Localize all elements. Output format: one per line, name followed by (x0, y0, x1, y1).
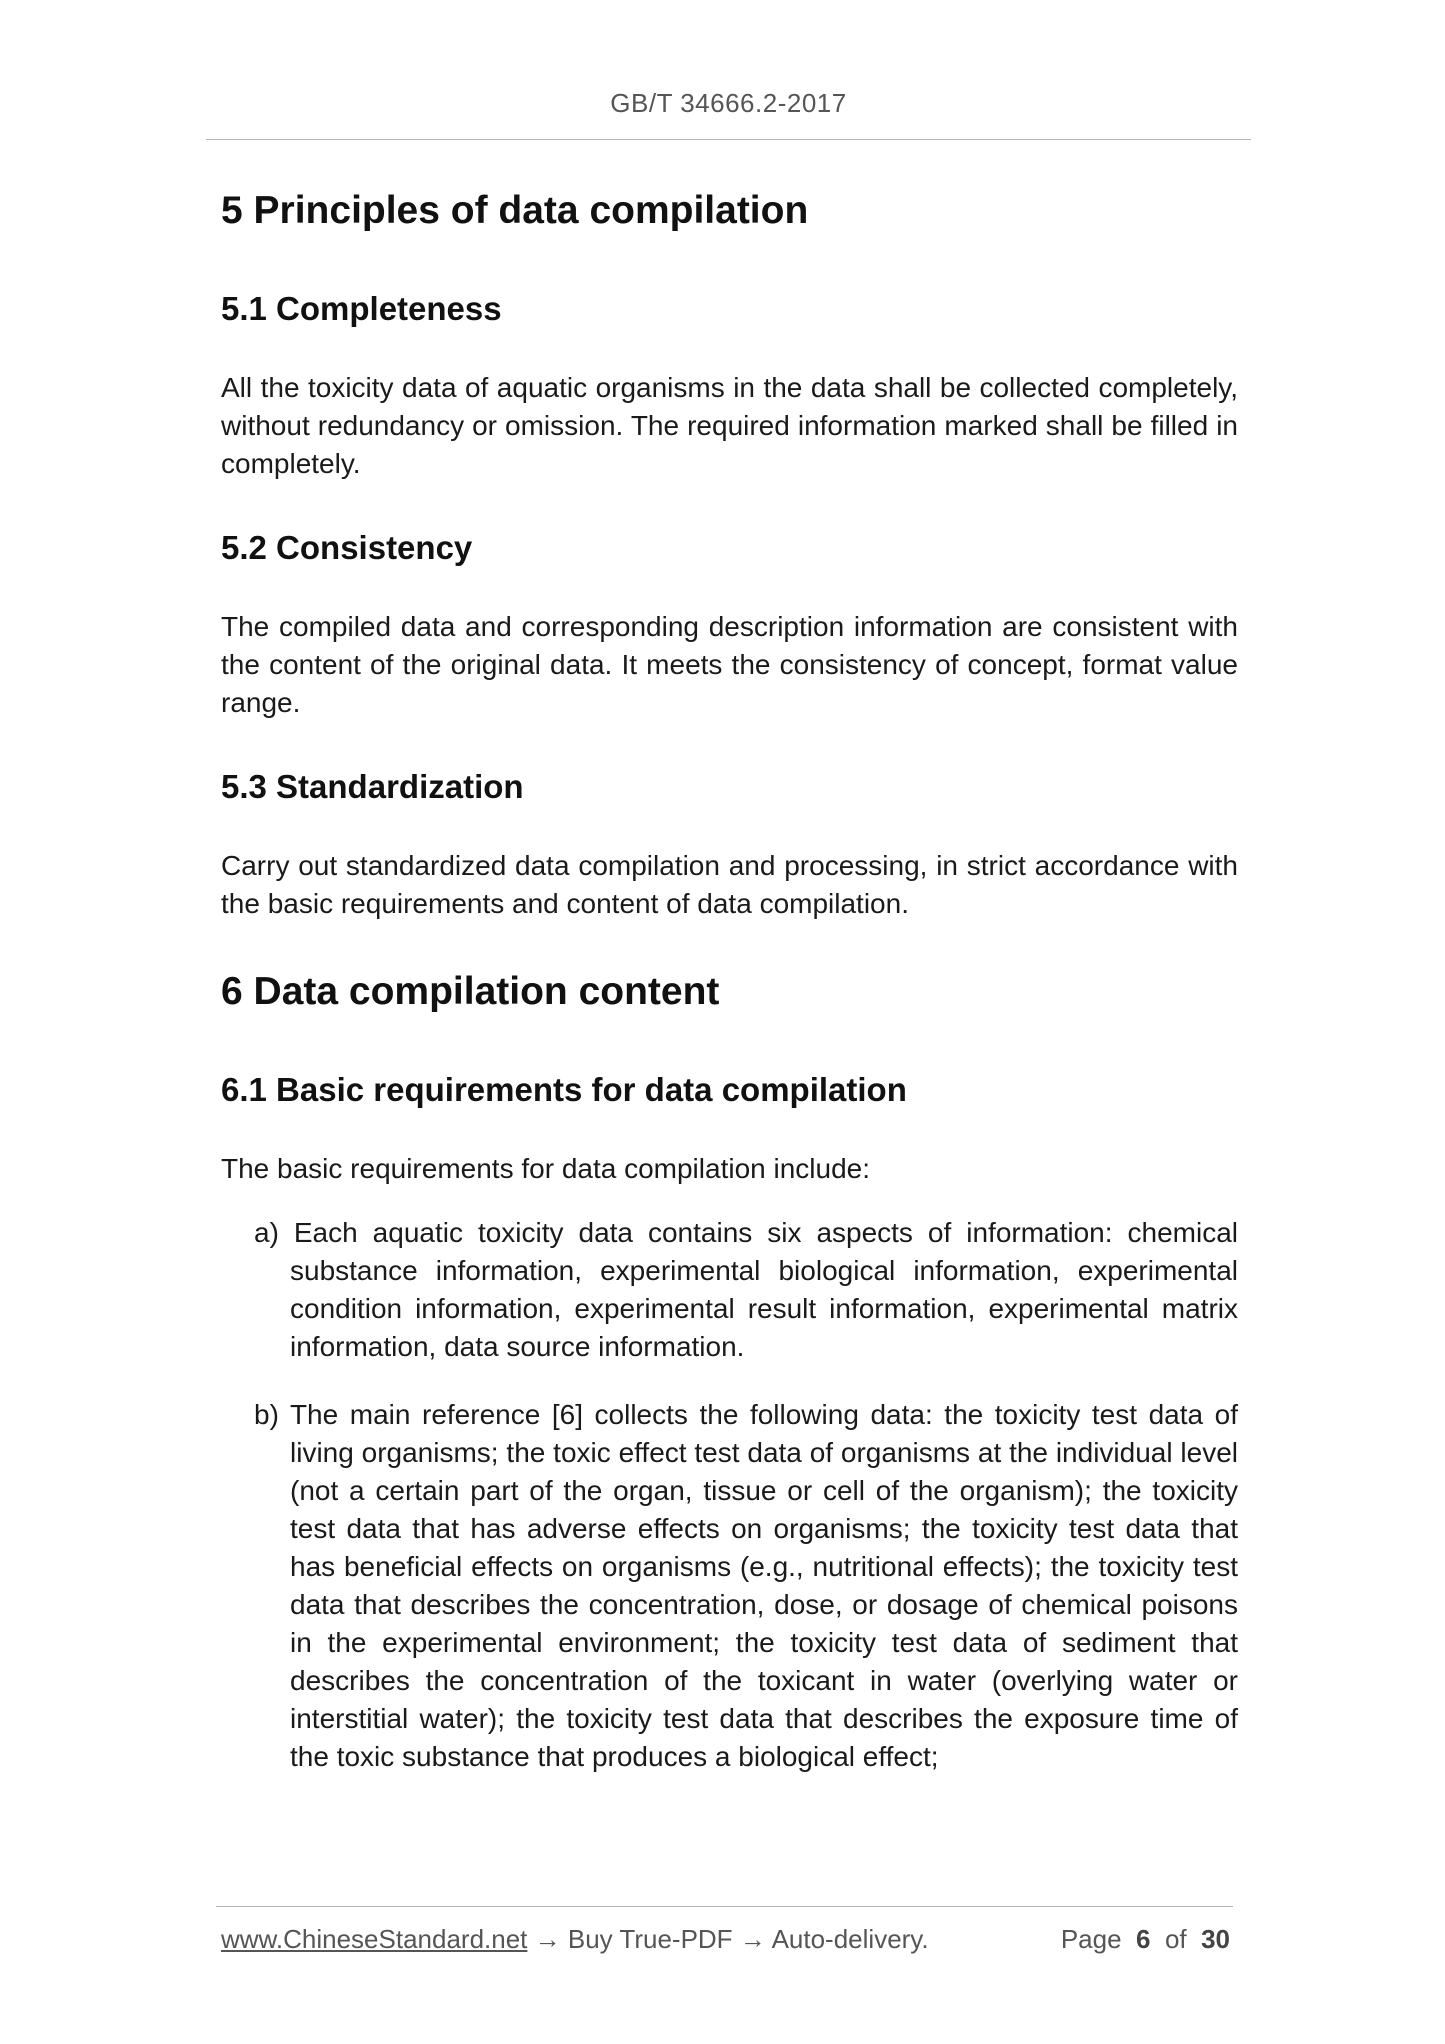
requirements-list (221, 1214, 1238, 1776)
section-5-heading: 5 Principles of data compilation (221, 189, 809, 232)
site-link[interactable]: www.ChineseStandard.net (221, 1924, 528, 1954)
document-id-header: GB/T 34666.2-2017 (610, 88, 847, 118)
page-word: Page (1060, 1924, 1122, 1954)
page-footer (221, 1924, 1230, 1955)
section-5-1-paragraph: All the toxicity data of aquatic organisms in the data shall be collected completely, without redundancy or omission. The required information marked shall be filled in completely. (221, 372, 1238, 479)
footer-left (221, 1924, 929, 1955)
page-current: 6 (1136, 1924, 1151, 1954)
section-5-1-heading: 5.1 Completeness (221, 290, 502, 327)
footer-divider (216, 1906, 1233, 1907)
list-item: b) The main reference [6] collects the following data: the toxicity test data of living organisms; the toxic effect test data of organisms at the individual level (not a certain part of the organ, tissue or cell of the organism); the toxicity test data that has adverse effects on organisms; the toxicity test data that has beneficial effects on organisms (e.g., nutritional effects); the toxicity test data that describes the concentration, dose, or dosage of chemical poisons in the experimental environment; the toxicity test data of sediment that describes the concentration of the toxicant in water (overlying water or interstitial water); the toxicity test data that describes the exposure time of the toxic substance that produces a biological effect; (254, 1399, 1238, 1772)
section-6-1-intro: The basic requirements for data compilation include: (221, 1153, 871, 1184)
page-content (221, 185, 1238, 1806)
of-word: of (1164, 1924, 1187, 1954)
list-item: a) Each aquatic toxicity data contains six aspects of information: chemical substance information, experimental biological information, experimental condition information, experimental result information, experimental matrix information, data source information. (254, 1217, 1238, 1362)
header-divider (206, 139, 1251, 140)
page-number (1061, 1924, 1230, 1955)
footer-promo: → Buy True-PDF → Auto-delivery. (527, 1924, 929, 1954)
section-5-3-paragraph: Carry out standardized data compilation and processing, in strict accordance with the basic requirements and content of data compilation. (221, 850, 1238, 919)
section-5-2-paragraph: The compiled data and corresponding description information are consistent with the content of the original data. It meets the consistency of concept, format value range. (221, 611, 1238, 718)
section-6-1-heading: 6.1 Basic requirements for data compilation (221, 1071, 907, 1108)
section-5-3-heading: 5.3 Standardization (221, 768, 524, 805)
section-6-heading: 6 Data compilation content (221, 970, 720, 1013)
page-total: 30 (1201, 1924, 1230, 1954)
section-5-2-heading: 5.2 Consistency (221, 529, 473, 566)
